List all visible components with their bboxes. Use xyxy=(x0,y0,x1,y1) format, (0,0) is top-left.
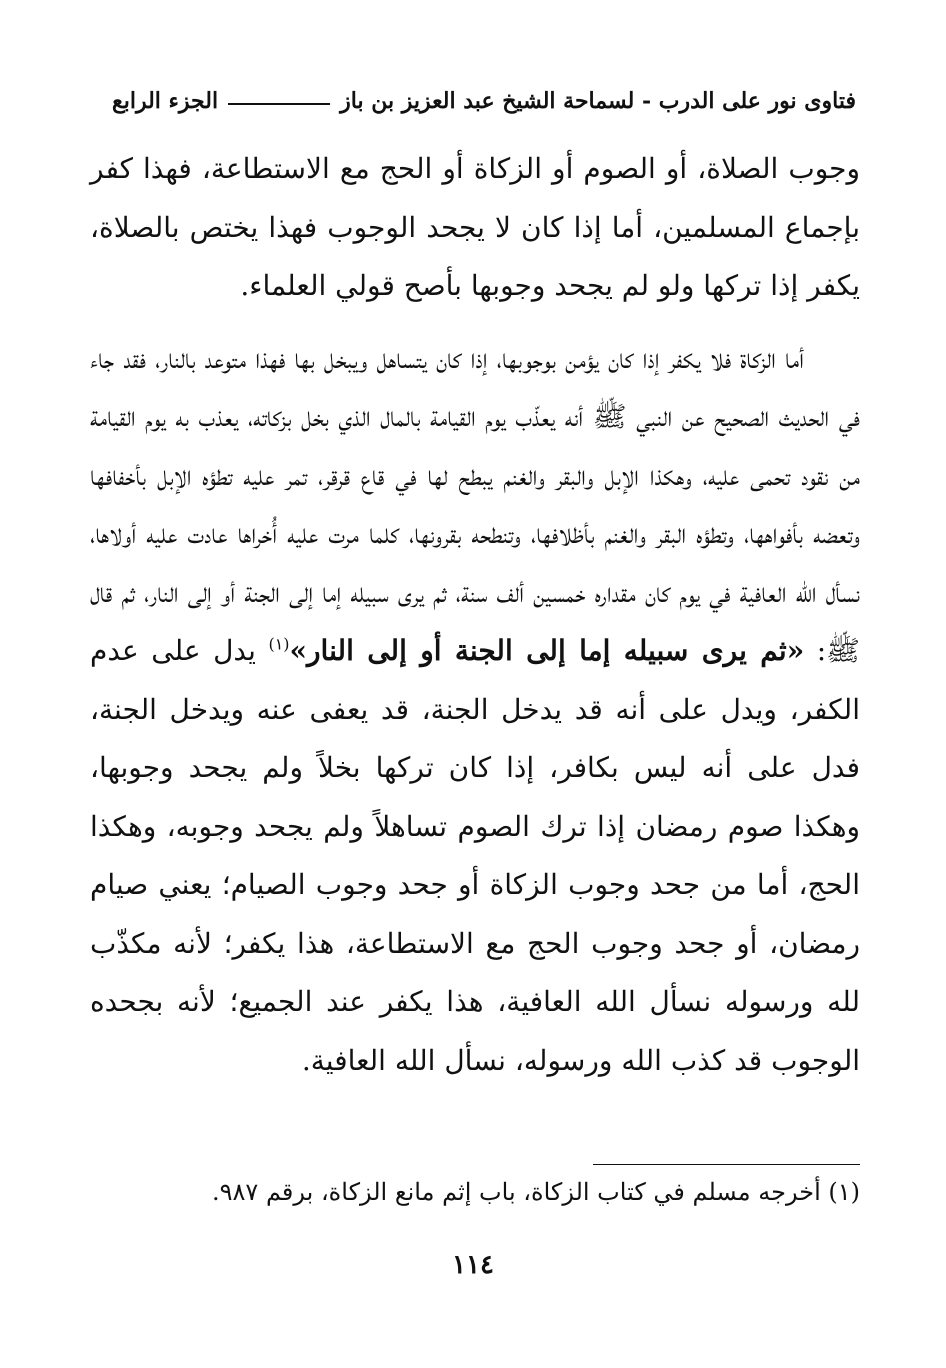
hadith-quote: «ثم يرى سبيله إما إلى الجنة أو إلى النار» xyxy=(289,634,805,667)
footnote-separator xyxy=(593,1164,860,1165)
paragraph-2-part-2: يدل على عدم الكفر، ويدل على أنه قد يدخل الجنة، قد يعفى عنه ويدخل الجنة، فدل على أنه ليس بكافر، إذا كان تركها بخلاً ولم يجحد وجوبها، وهكذا صوم رمضان إذا ترك الصوم تساهلاً ولم يجحد وجوبه، وهكذا الحج، أما من جحد وجوب الزكاة أو جحد وجوب الصيام؛ يعني صيام رمضان، أو جحد وجوب الحج مع الاستطاعة، هذا يكفر؛ لأنه مكذّب لله ورسوله نسأل الله العافية، هذا يكفر عند الجميع؛ لأنه بجحده الوجوب قد كذب الله ورسوله، نسأل الله العافية. xyxy=(90,634,860,1077)
paragraph-2 xyxy=(90,330,860,1091)
page-body xyxy=(90,140,860,1090)
footnote: (١) أخرجه مسلم في كتاب الزكاة، باب إثم مانع الزكاة، برقم ٩٨٧. xyxy=(212,1178,860,1206)
paragraph-1: وجوب الصلاة، أو الصوم أو الزكاة أو الحج مع الاستطاعة، فهذا كفر بإجماع المسلمين، أما إذا كان لا يجحد الوجوب فهذا يختص بالصلاة، يكفر إذا تركها ولو لم يجحد وجوبها بأصح قولي العلماء. xyxy=(90,152,860,302)
header-rule xyxy=(228,103,330,105)
running-header xyxy=(112,88,856,114)
paragraph-2-part-1: أما الزكاة فلا يكفر إذا كان يؤمن بوجوبها، إذا كان يتساهل ويبخل بها فهذا متوعد بالنار، فقد جاء في الحديث الصحيح عن النبي ﷺ أنه يعذّب يوم القيامة بالمال الذي بخل بزكاته، يعذب به يوم القيامة من نقود تحمى عليه، وهكذا الإبل والبقر والغنم يبطح لها في قاع قرقر، تمر عليه تطؤه الإبل بأخفافها وتعضه بأفواهها، وتطؤه البقر والغنم بأظلافها، وتنطحه بقرونها، كلما مرت عليه أُخراها عادت عليه أولاها، نسأل الله العافية في يوم كان مقداره خمسين ألف سنة، ثم يرى سبيله إما إلى الجنة أو إلى النار، ثم قال ﷺ: xyxy=(90,341,860,667)
volume-label: الجزء الرابع xyxy=(112,88,219,114)
footnote-ref[interactable]: (١) xyxy=(268,634,290,654)
book-title: فتاوى نور على الدرب - لسماحة الشيخ عبد العزيز بن باز xyxy=(340,88,856,114)
page-number: ١١٤ xyxy=(452,1250,494,1280)
